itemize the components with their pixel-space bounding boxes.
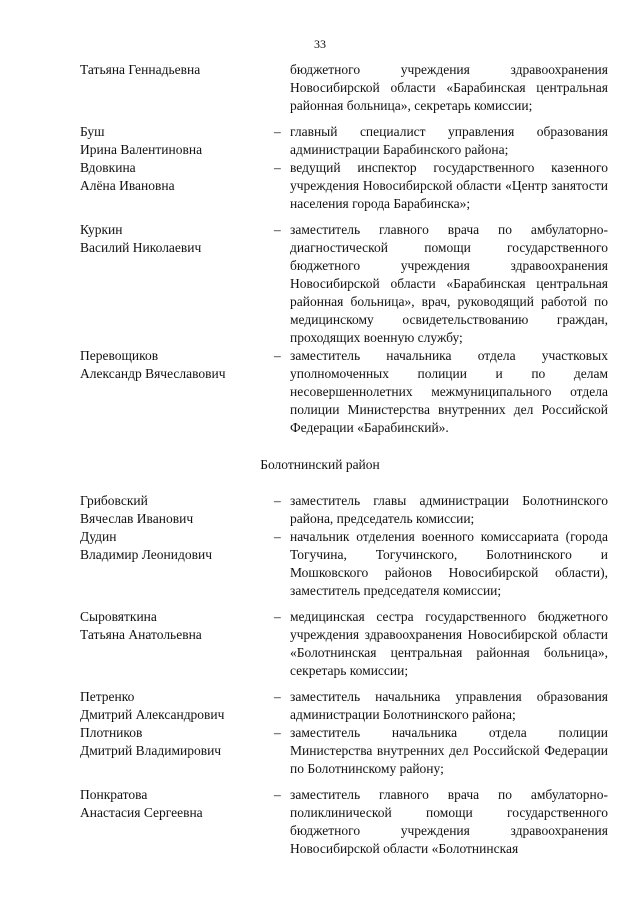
member-name-line: Татьяна Геннадьевна — [80, 62, 201, 77]
member-position: бюджетного учреждения здравоохранения Новосибирской области «Барабинская центральная районная больница», секретарь комиссии; — [290, 62, 608, 113]
member-position: заместитель начальника отдела полиции Министерства внутренних дел Российской Федерации по Болотнинскому району; — [290, 725, 608, 776]
member-name — [80, 123, 270, 159]
member-position: медицинская сестра государственного бюджетного учреждения здравоохранения Новосибирской области «Болотнинская центральная районная больница», секретарь комиссии; — [290, 609, 608, 678]
member-position: начальник отделения военного комиссариата (города Тогучина, Тогучинского, Болотнинского и Мошковского районов Новосибирской области), заместитель председателя комиссии; — [290, 529, 608, 598]
member-entry — [0, 123, 640, 159]
member-entry — [0, 492, 640, 528]
member-position: заместитель начальника управления образования администрации Болотнинского района; — [290, 689, 608, 722]
member-name — [80, 221, 270, 257]
member-name-line: Владимир Леонидович — [80, 547, 212, 562]
member-position: заместитель главного врача по амбулаторно-диагностической помощи государственного бюджетного учреждения здравоохранения Новосибирской области «Барабинская центральная районная больница», врач, руководящий работой по медицинскому освидетельствованию граждан, проходящих военную службу; — [290, 222, 608, 345]
member-name-line: Василий Николаевич — [80, 240, 202, 255]
page-number: 33 — [314, 37, 326, 51]
member-name — [80, 724, 270, 760]
section-heading: Болотнинский район — [260, 457, 380, 472]
dash-separator: – — [274, 160, 281, 175]
member-name-line: Алёна Ивановна — [80, 178, 175, 193]
member-position: главный специалист управления образования администрации Барабинского района; — [290, 124, 608, 157]
member-entry — [0, 221, 640, 347]
dash-separator: – — [274, 348, 281, 363]
member-position: заместитель главного врача по амбулаторно-поликлинической помощи государственного бюджетного учреждения здравоохранения Новосибирской области «Болотнинская — [290, 787, 608, 856]
member-name-line: Ирина Валентиновна — [80, 142, 203, 157]
member-name — [80, 159, 270, 195]
member-name-line: Понкратова — [80, 787, 148, 802]
member-name — [80, 528, 270, 564]
member-name — [80, 347, 270, 383]
member-name-line: Татьяна Анатольевна — [80, 627, 202, 642]
dash-separator: – — [274, 787, 281, 802]
member-name-line: Анастасия Сергеевна — [80, 805, 203, 820]
member-name-line: Александр Вячеславович — [80, 366, 226, 381]
member-name — [80, 608, 270, 644]
dash-separator: – — [274, 222, 281, 237]
member-name-line: Дудин — [80, 529, 117, 544]
commission-members-barabinsky — [0, 61, 640, 437]
member-name — [80, 688, 270, 724]
member-entry — [0, 688, 640, 724]
dash-separator: – — [274, 493, 281, 508]
member-position: заместитель начальника отдела участковых уполномоченных полиции и по делам несовершеннолетних межмуниципального отдела полиции Министерства внутренних дел Российской Федерации «Барабинский». — [290, 348, 608, 435]
member-entry — [0, 61, 640, 115]
member-name-line: Перевощиков — [80, 348, 159, 363]
member-entry — [0, 724, 640, 778]
member-position: заместитель главы администрации Болотнинского района, председатель комиссии; — [290, 493, 608, 526]
dash-separator: – — [274, 725, 281, 740]
member-entry — [0, 159, 640, 213]
dash-separator: – — [274, 689, 281, 704]
member-name-line: Плотников — [80, 725, 143, 740]
dash-separator: – — [274, 609, 281, 624]
member-name — [80, 61, 270, 79]
member-name-line: Вячеслав Иванович — [80, 511, 194, 526]
member-name-line: Буш — [80, 124, 105, 139]
member-entry — [0, 347, 640, 437]
commission-members-bolotninsky — [0, 492, 640, 858]
member-name-line: Грибовский — [80, 493, 148, 508]
member-entry — [0, 786, 640, 858]
member-entry — [0, 528, 640, 600]
member-name-line: Петренко — [80, 689, 135, 704]
member-name — [80, 786, 270, 822]
member-name — [80, 492, 270, 528]
member-name-line: Сыровяткина — [80, 609, 157, 624]
member-entry — [0, 608, 640, 680]
member-name-line: Вдовкина — [80, 160, 136, 175]
member-name-line: Куркин — [80, 222, 123, 237]
dash-separator: – — [274, 529, 281, 544]
member-position: ведущий инспектор государственного казенного учреждения Новосибирской области «Центр занятости населения города Барабинска»; — [290, 160, 608, 211]
member-name-line: Дмитрий Владимирович — [80, 743, 222, 758]
member-name-line: Дмитрий Александрович — [80, 707, 225, 722]
dash-separator: – — [274, 124, 281, 139]
